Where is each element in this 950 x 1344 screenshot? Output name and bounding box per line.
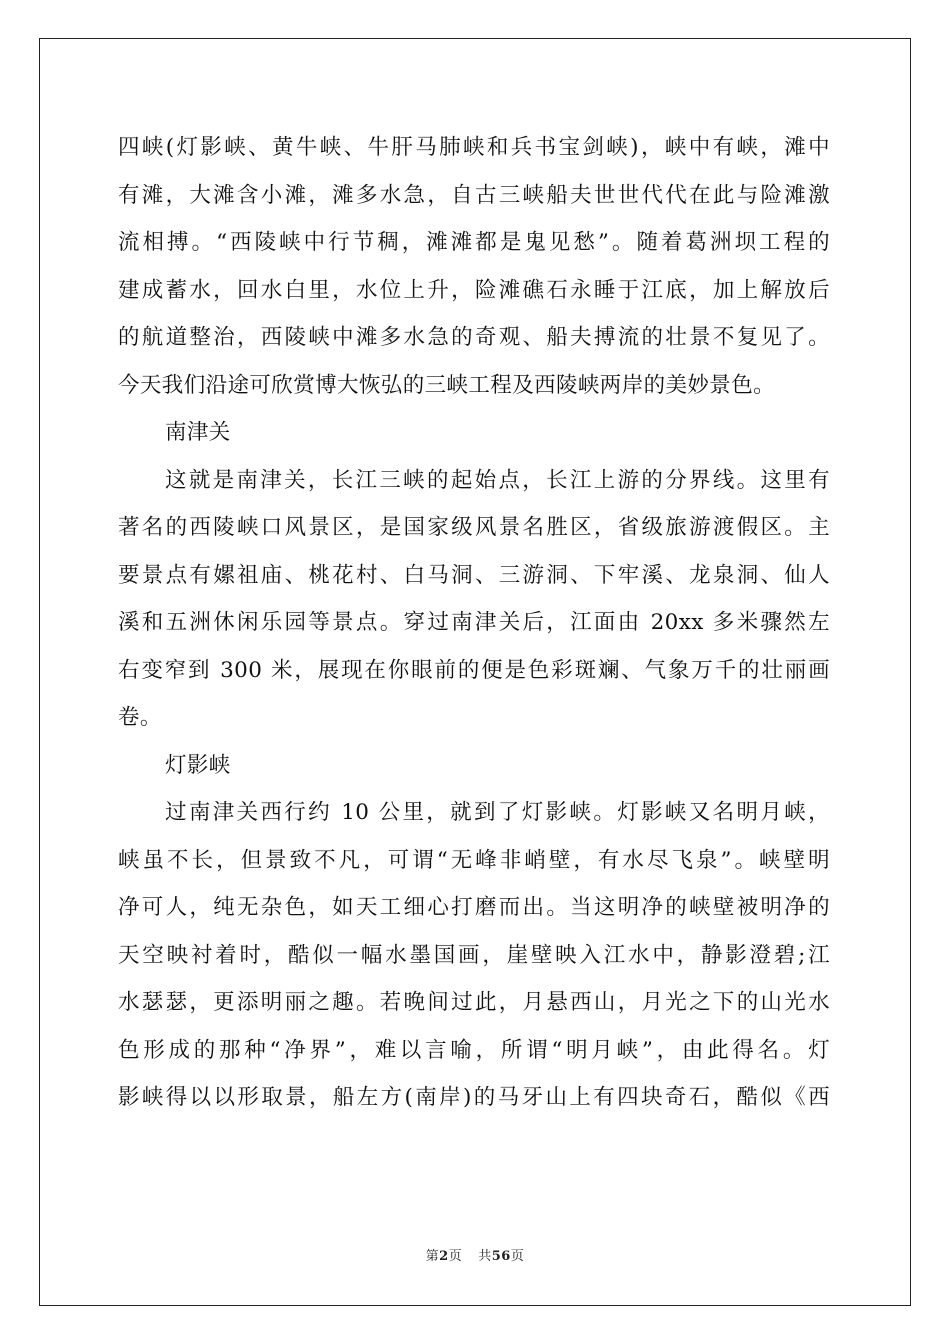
paragraph-intro: [118, 124, 830, 409]
page-footer: [0, 1245, 950, 1264]
text-line: 有滩，大滩含小滩，滩多水急，自古三峡船夫世世代代在此与险滩激: [118, 182, 830, 208]
document-body: [118, 124, 830, 1122]
text-line: 净可人，纯无杂色，如天工细心打磨而出。当这明净的峡壁被明净的: [118, 895, 830, 920]
current-page-number: 2: [439, 1249, 449, 1264]
text-line: 峡虽不长，但景致不凡，可谓“无峰非峭壁，有水尽飞泉”。峡壁明: [118, 847, 830, 873]
text-line: 天空映衬着时，酷似一幅水墨国画，崖壁映入江水中，静影澄碧;江: [118, 942, 830, 968]
text-line: 建成蓄水，回水白里，水位上升，险滩礁石永睡于江底，加上解放后: [118, 277, 830, 303]
text-line: 流相搏。“西陵峡中行节稠，滩滩都是鬼见愁”。随着葛洲坝工程的: [118, 230, 830, 255]
paragraph-dengyingxia: [118, 789, 830, 1122]
text-line: 的航道整治，西陵峡中滩多水急的奇观、船夫搏流的壮景不复见了。: [118, 325, 830, 350]
text-line: 溪和五洲休闲乐园等景点。穿过南津关后，江面由 20xx 多米骤然左: [118, 610, 830, 635]
section-heading-dengyingxia: 灯影峡: [165, 752, 231, 778]
paragraph-nanjinguan: [118, 457, 830, 742]
text-line: 这就是南津关，长江三峡的起始点，长江上游的分界线。这里有: [165, 467, 830, 493]
section-heading-nanjinguan: 南津关: [165, 420, 231, 445]
text-line: 色形成的那种“净界”，难以言喻，所谓“明月峡”，由此得名。灯: [118, 1037, 830, 1063]
total-page-number: 56: [491, 1249, 511, 1264]
text-line: 今天我们沿途可欣赏博大恢弘的三峡工程及西陵峡两岸的美妙景色。: [118, 372, 776, 398]
page-unit: 页: [448, 1249, 463, 1264]
text-line: 过南津关西行约 10 公里，就到了灯影峡。灯影峡又名明月峡，: [165, 800, 830, 825]
text-line: 卷。: [118, 705, 162, 730]
text-line: 影峡得以以形取景，船左方(南岸)的马牙山上有四块奇石，酷似《西: [118, 1085, 830, 1110]
page-prefix: 第: [425, 1249, 440, 1264]
text-line: 右变窄到 300 米，展现在你眼前的便是色彩斑斓、气象万千的壮丽画: [118, 657, 830, 683]
total-unit: 页: [510, 1249, 525, 1264]
text-line: 著名的西陵峡口风景区，是国家级风景名胜区，省级旅游渡假区。主: [118, 515, 830, 540]
text-line: 水瑟瑟，更添明丽之趣。若晚间过此，月悬西山，月光之下的山光水: [118, 990, 830, 1015]
text-line: 要景点有嫘祖庙、桃花村、白马洞、三游洞、下牢溪、龙泉洞、仙人: [118, 562, 830, 588]
total-prefix: 共: [478, 1249, 492, 1264]
text-line: 四峡(灯影峡、黄牛峡、牛肝马肺峡和兵书宝剑峡)，峡中有峡，滩中: [118, 135, 830, 160]
